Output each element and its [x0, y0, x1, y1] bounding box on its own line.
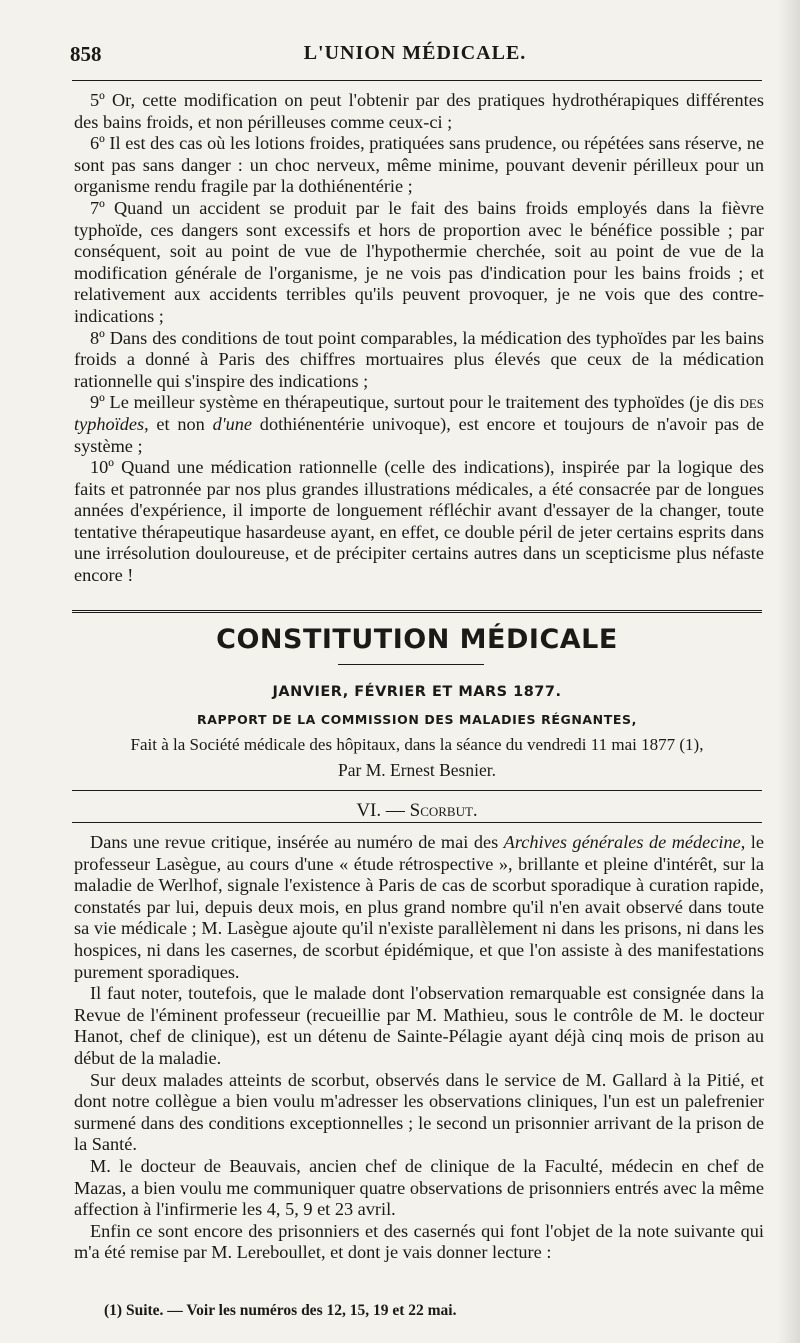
report-period: JANVIER, FÉVRIER ET MARS 1877.	[272, 684, 562, 700]
report-author: Par M. Ernest Besnier.	[338, 760, 496, 780]
paragraph-9-des: des	[739, 392, 764, 413]
running-title: L'UNION MÉDICALE.	[303, 42, 527, 64]
scorbut-p1-end: , le professeur Lasègue, au cours d'une « étude rétrospective », brillante et pleine d'intérêt, sur la maladie de Werlhof, signale l'existence à Paris de cas de scorbut sporadique à curation rapide, constatés par lui, depuis deux mois, en plus grand nombre qu'il n'en avait observé dans toute sa vie médicale ; M. Lasègue ajoute qu'il n'existe parallèlement ni dans les prisons, ni dans les hospices, ni dans les casernes, de scorbut épidémique, et que l'on assiste à des manifestations purement sporadiques.	[74, 832, 764, 982]
paragraph-5: 5º Or, cette modification on peut l'obtenir par des pratiques hydrothérapiques différentes des bains froids, et non périlleuses comme ceux-ci ;	[74, 90, 764, 132]
subsection-name: Scorbut.	[409, 800, 478, 821]
conclusions-section	[74, 90, 764, 587]
paragraph-9-middle: , et non	[144, 413, 213, 434]
title-underline	[338, 664, 484, 665]
scorbut-paragraph-1	[74, 832, 764, 983]
header-rule	[72, 80, 762, 81]
scorbut-paragraph-5: Enfin ce sont encore des prisonniers et des casernés qui font l'objet de la note suivante qui m'a été remise par M. Lereboullet, et dont je vais donner lecture :	[74, 1220, 764, 1263]
paragraph-9-end: dothiénentérie univoque), est encore et toujours de n'avoir pas de système ;	[74, 413, 764, 456]
paragraph-7: 7º Quand un accident se produit par le fait des bains froids employés dans la fièvre typhoïde, ces dangers sont excessifs et hors de proportion avec le bénéfice possible ; par conséquent, soit au point de vue de l'hypothermie cherchée, soit au point de vue de la modification générale de l'organisme, je ne vois pas d'indication pour les bains froids ; et relativement aux accidents terribles qu'ils peuvent provoquer, je ne vois que des contre-indications ;	[74, 197, 764, 326]
paragraph-6: 6º Il est des cas où les lotions froides, pratiquées sans prudence, ou répétées sans réserve, ne sont pas sans danger : un choc nerveux, même minime, pouvant devenir périlleux pour un organisme rendu fragile par la dothiénentérie ;	[74, 133, 764, 197]
footnote: (1) Suite. — Voir les numéros des 12, 15, 19 et 22 mai.	[104, 1302, 457, 1319]
report-origin: Fait à la Société médicale des hôpitaux, dans la séance du vendredi 11 mai 1877 (1),	[130, 735, 704, 754]
author-rule	[72, 790, 762, 791]
subsection-rule	[72, 822, 762, 823]
paragraph-8: 8º Dans des conditions de tout point comparables, la médication des typhoïdes par les bains froids a donné à Paris des chiffres mortuaires plus élevés que ceux de la médication rationnelle qui s'inspire des indications ;	[74, 327, 764, 391]
paragraph-9-start: 9º Le meilleur système en thérapeutique, surtout pour le traitement des typhoïdes (je dis	[90, 392, 740, 413]
scorbut-paragraph-3: Sur deux malades atteints de scorbut, observés dans le service de M. Gallard à la Pitié, et dont notre collègue a bien voulu m'adresser les observations cliniques, l'un est un palefrenier surmené dans des conditions exceptionnelles ; le second un prisonnier arrivant de la prison de la Santé.	[74, 1069, 764, 1155]
section-double-rule	[72, 610, 762, 613]
scorbut-p1-start: Dans une revue critique, insérée au numéro de mai des	[90, 832, 504, 852]
paragraph-9	[74, 392, 764, 457]
subsection-heading	[72, 800, 762, 822]
scorbut-paragraph-2: Il faut noter, toutefois, que le malade dont l'observation remarquable est consignée dans la Revue de l'éminent professeur (recueillie par M. Mathieu, sous le contrôle de M. le docteur Hanot, chef de clinique), est un détenu de Sainte-Pélagie ayant déjà cinq mois de prison au début de la maladie.	[74, 983, 764, 1068]
scorbut-section	[74, 832, 764, 1264]
paragraph-9-typhoides: typhoïdes	[74, 413, 145, 434]
journal-title: Archives générales de médecine	[503, 832, 741, 852]
page-header	[70, 42, 760, 76]
paragraph-10: 10º Quand une médication rationnelle (celle des indications), inspirée par la logique des faits et patronnée par nos plus grandes illustrations médicales, a été consacrée par de longues années d'expérience, il importe de longuement réfléchir avant d'essayer de la changer, toute tentative thérapeutique hasardeuse ayant, en effet, ce double péril de jeter certains esprits dans une irrésolution douloureuse, et de précipiter certains autres dans un scepticisme plus néfaste encore !	[74, 457, 764, 586]
section-title: CONSTITUTION MÉDICALE	[216, 624, 618, 655]
subsection-number: VI. —	[356, 800, 410, 821]
paragraph-9-une: d'une	[212, 413, 253, 434]
scorbut-paragraph-4: M. le docteur de Beauvais, ancien chef de clinique de la Faculté, médecin en chef de Mazas, a bien voulu me communiquer quatre observations de prisonniers entrés avec la même affection à l'infirmerie les 4, 5, 9 et 23 avril.	[74, 1155, 764, 1220]
page-number: 858	[70, 42, 102, 66]
report-title: RAPPORT DE LA COMMISSION DES MALADIES RÉGNANTES,	[197, 712, 637, 727]
